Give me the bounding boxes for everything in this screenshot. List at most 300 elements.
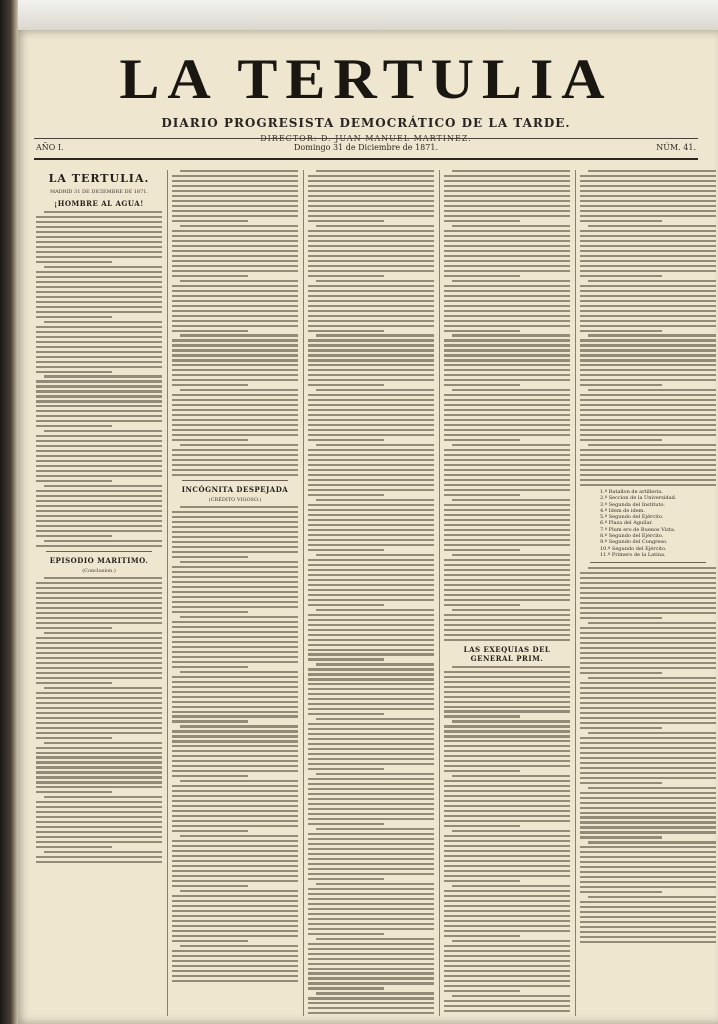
text-line — [172, 245, 298, 247]
text-line — [308, 539, 434, 541]
text-line — [444, 696, 570, 698]
list-item: 3.º Segunda del Instituto. — [600, 501, 665, 508]
page-top-edge — [0, 0, 718, 30]
text-line — [308, 653, 434, 655]
text-line — [308, 763, 434, 765]
divider — [182, 480, 288, 481]
text-line — [308, 918, 434, 920]
text-line — [308, 529, 434, 531]
text-line — [172, 240, 298, 242]
text-line — [172, 541, 298, 543]
text-line — [36, 617, 162, 619]
text-line — [444, 419, 570, 421]
text-line — [580, 399, 716, 401]
text-line — [308, 409, 434, 411]
text-line — [172, 305, 298, 307]
newspaper-page — [14, 30, 718, 1024]
text-line — [580, 856, 716, 858]
column-5 — [580, 170, 716, 1016]
text-line — [36, 326, 162, 328]
article-headline: INCÓGNITA DESPEJADA — [181, 485, 289, 495]
text-line — [452, 444, 570, 446]
text-line — [444, 624, 570, 626]
text-line — [36, 495, 162, 497]
text-line — [444, 414, 570, 416]
text-line — [580, 180, 716, 182]
text-line — [36, 587, 162, 589]
text-line — [444, 604, 520, 606]
text-line — [588, 787, 716, 789]
text-line — [308, 479, 434, 481]
list-item: 9.º Segundo del Congreso. — [600, 539, 668, 546]
text-line — [36, 662, 162, 664]
text-line — [308, 459, 434, 461]
text-line — [308, 723, 434, 725]
text-line — [444, 970, 570, 972]
text-line — [444, 579, 570, 581]
text-line — [36, 707, 162, 709]
list-item: 5.º Segundo del Ejército. — [600, 514, 664, 521]
text-line — [580, 816, 716, 818]
text-line — [588, 280, 716, 282]
text-line — [308, 205, 434, 207]
text-line — [172, 349, 298, 351]
text-line — [444, 569, 570, 571]
text-line — [308, 190, 434, 192]
text-line — [580, 592, 716, 594]
text-line — [36, 371, 112, 373]
text-line — [172, 185, 298, 187]
text-line — [36, 346, 162, 348]
text-line — [172, 250, 298, 252]
text-line — [308, 354, 434, 356]
text-line — [308, 250, 434, 252]
text-line — [580, 707, 716, 709]
text-line — [308, 255, 434, 257]
text-line — [580, 245, 716, 247]
text-line — [444, 890, 570, 892]
list-item: 7.º Plum ero de Buenos Vista. — [600, 526, 676, 533]
text-line — [308, 614, 434, 616]
text-line — [444, 489, 570, 491]
text-line — [444, 805, 570, 807]
text-line — [36, 652, 162, 654]
text-line — [580, 175, 716, 177]
text-line — [36, 776, 162, 778]
text-line — [580, 349, 716, 351]
text-line — [36, 846, 112, 848]
text-line — [452, 830, 570, 832]
text-line — [588, 389, 716, 391]
text-line — [180, 835, 298, 837]
text-line — [580, 587, 716, 589]
text-line — [180, 334, 298, 336]
text-line — [308, 624, 434, 626]
text-line — [172, 344, 298, 346]
text-line — [308, 987, 384, 989]
text-line — [308, 683, 434, 685]
text-line — [444, 589, 570, 591]
text-line — [172, 275, 248, 277]
text-line — [308, 305, 434, 307]
text-line — [172, 755, 298, 757]
text-line — [580, 657, 716, 659]
text-line — [588, 444, 716, 446]
text-line — [36, 385, 162, 387]
text-line — [580, 464, 716, 466]
text-line — [308, 359, 434, 361]
text-line — [308, 240, 434, 242]
text-line — [444, 255, 570, 257]
text-line — [36, 672, 162, 674]
text-line — [316, 334, 434, 336]
text-line — [580, 617, 662, 619]
text-line — [36, 712, 162, 714]
text-line — [308, 997, 434, 999]
text-line — [172, 384, 248, 386]
text-line — [36, 722, 162, 724]
text-line — [308, 693, 434, 695]
text-line — [580, 762, 716, 764]
text-line — [172, 706, 298, 708]
text-line — [308, 599, 434, 601]
text-line — [580, 812, 716, 814]
text-line — [308, 245, 434, 247]
text-line — [172, 300, 298, 302]
text-line — [172, 651, 298, 653]
text-line — [452, 499, 570, 501]
text-line — [44, 577, 162, 579]
masthead-rule — [34, 138, 698, 139]
text-line — [172, 636, 298, 638]
text-line — [308, 594, 434, 596]
text-line — [580, 429, 716, 431]
article-body — [580, 567, 716, 943]
text-line — [308, 235, 434, 237]
text-line — [36, 301, 162, 303]
text-line — [308, 604, 384, 606]
text-line — [36, 697, 162, 699]
text-line — [444, 835, 570, 837]
text-line — [444, 564, 570, 566]
text-line — [580, 339, 716, 341]
text-line — [308, 275, 384, 277]
dateline — [36, 143, 696, 157]
text-line — [36, 251, 162, 253]
text-line — [580, 722, 716, 724]
text-line — [452, 170, 570, 172]
list-item: 10.º Segundo del Ejército. — [600, 545, 667, 552]
text-line — [44, 540, 162, 542]
list-item: 2.º Seccion de la Universidad. — [600, 495, 677, 502]
text-line — [444, 785, 570, 787]
text-line — [36, 677, 162, 679]
text-line — [308, 419, 434, 421]
text-line — [172, 740, 298, 742]
text-line — [308, 584, 434, 586]
text-line — [172, 511, 298, 513]
text-line — [172, 571, 298, 573]
article-body — [580, 170, 716, 486]
text-line — [580, 270, 716, 272]
text-line — [444, 469, 570, 471]
text-line — [308, 808, 434, 810]
text-line — [308, 958, 434, 960]
text-line — [36, 582, 162, 584]
text-line — [444, 429, 570, 431]
text-line — [308, 853, 434, 855]
text-line — [36, 801, 162, 803]
text-line — [308, 424, 434, 426]
text-line — [580, 577, 716, 579]
text-line — [308, 220, 384, 222]
text-line — [308, 484, 434, 486]
text-line — [172, 215, 298, 217]
text-line — [580, 607, 716, 609]
text-line — [452, 666, 570, 668]
text-line — [308, 429, 434, 431]
text-line — [172, 920, 298, 922]
text-line — [308, 619, 434, 621]
text-line — [580, 697, 716, 699]
issue-date: Domingo 31 de Diciembre de 1871. — [294, 143, 438, 152]
text-line — [588, 170, 716, 172]
text-line — [452, 225, 570, 227]
text-line — [172, 459, 298, 461]
text-line — [172, 429, 298, 431]
column-4 — [444, 170, 570, 1016]
text-line — [316, 225, 434, 227]
text-line — [316, 280, 434, 282]
text-line — [172, 785, 298, 787]
text-line — [444, 725, 570, 727]
text-line — [36, 761, 162, 763]
text-line — [308, 569, 434, 571]
text-line — [444, 980, 570, 982]
text-line — [316, 992, 434, 994]
text-line — [444, 676, 570, 678]
text-line — [172, 970, 298, 972]
text-line — [308, 649, 434, 651]
text-line — [36, 276, 162, 278]
text-line — [444, 524, 570, 526]
text-line — [172, 865, 298, 867]
text-line — [580, 449, 716, 451]
text-line — [444, 639, 570, 641]
text-line — [444, 614, 570, 616]
text-line — [172, 975, 298, 977]
text-line — [36, 296, 162, 298]
text-line — [580, 484, 716, 486]
text-line — [444, 330, 520, 332]
text-line — [580, 210, 716, 212]
text-line — [172, 900, 298, 902]
text-line — [308, 668, 434, 670]
text-line — [308, 175, 434, 177]
text-line — [308, 793, 434, 795]
text-line — [172, 419, 298, 421]
text-line — [36, 440, 162, 442]
text-line — [444, 735, 570, 737]
text-line — [580, 767, 716, 769]
text-line — [308, 943, 434, 945]
text-line — [36, 475, 162, 477]
text-line — [172, 424, 298, 426]
text-line — [308, 972, 434, 974]
text-line — [444, 200, 570, 202]
text-line — [36, 545, 162, 547]
article-subheading: (CRÉDITO VIGOSO.) — [208, 497, 262, 504]
article-body — [36, 211, 162, 547]
text-line — [172, 255, 298, 257]
text-line — [580, 772, 716, 774]
text-line — [308, 260, 434, 262]
text-line — [172, 745, 298, 747]
text-line — [44, 211, 162, 213]
text-line — [172, 546, 298, 548]
text-line — [172, 825, 298, 827]
text-line — [444, 920, 570, 922]
text-line — [444, 270, 570, 272]
text-line — [444, 559, 570, 561]
text-line — [308, 315, 434, 317]
text-line — [36, 592, 162, 594]
text-line — [308, 200, 434, 202]
text-line — [580, 941, 716, 943]
text-line — [308, 898, 434, 900]
text-line — [308, 868, 434, 870]
text-line — [172, 285, 298, 287]
article-body — [444, 666, 570, 1012]
text-line — [308, 818, 434, 820]
text-line — [308, 893, 434, 895]
text-line — [444, 325, 570, 327]
text-line — [452, 609, 570, 611]
text-line — [180, 170, 298, 172]
text-line — [452, 334, 570, 336]
text-line — [172, 581, 298, 583]
list-item: 1.º Batallon de artilleria. — [600, 489, 663, 495]
text-line — [444, 215, 570, 217]
text-line — [580, 424, 716, 426]
text-line — [36, 856, 162, 858]
year-label: AÑO I. — [36, 143, 64, 152]
text-line — [580, 295, 716, 297]
text-line — [444, 519, 570, 521]
text-line — [36, 756, 162, 758]
text-line — [36, 480, 112, 482]
text-line — [172, 875, 298, 877]
text-line — [36, 647, 162, 649]
text-line — [172, 815, 298, 817]
masthead — [34, 48, 698, 143]
text-line — [308, 678, 434, 680]
text-line — [444, 384, 520, 386]
text-line — [444, 379, 570, 381]
text-line — [180, 444, 298, 446]
article-body — [172, 506, 298, 982]
text-line — [444, 810, 570, 812]
text-line — [580, 702, 716, 704]
text-line — [580, 325, 716, 327]
feature-title: EPISODIO MARITIMO. — [49, 556, 149, 566]
text-line — [172, 860, 298, 862]
text-line — [308, 963, 434, 965]
article-headline: LAS EXEQUIAS DEL GENERAL PRIM. — [463, 644, 551, 663]
text-line — [308, 439, 384, 441]
text-line — [444, 449, 570, 451]
text-line — [580, 747, 716, 749]
text-line — [444, 404, 570, 406]
text-line — [444, 424, 570, 426]
text-line — [172, 715, 298, 717]
text-line — [580, 672, 662, 674]
text-line — [172, 810, 298, 812]
text-line — [308, 449, 434, 451]
text-line — [444, 534, 570, 536]
text-line — [172, 925, 298, 927]
text-line — [172, 531, 298, 533]
column-dateline: MADRID 31 DE DICIEMBRE DE 1871. — [49, 189, 149, 195]
text-line — [36, 351, 162, 353]
text-line — [180, 389, 298, 391]
text-line — [180, 616, 298, 618]
text-line — [580, 300, 716, 302]
text-line — [308, 644, 434, 646]
text-line — [580, 404, 716, 406]
text-line — [580, 434, 716, 436]
book-spine — [0, 0, 18, 1024]
text-line — [172, 566, 298, 568]
text-line — [308, 185, 434, 187]
column-1 — [36, 170, 162, 1016]
text-line — [36, 597, 162, 599]
text-line — [172, 364, 298, 366]
text-line — [308, 339, 434, 341]
text-line — [308, 738, 434, 740]
text-line — [580, 195, 716, 197]
text-line — [452, 940, 570, 942]
text-line — [444, 230, 570, 232]
text-line — [36, 455, 162, 457]
text-line — [580, 414, 716, 416]
text-line — [308, 574, 434, 576]
text-line — [580, 364, 716, 366]
text-line — [444, 369, 570, 371]
list-item: 6.º Plaza del Aguilar. — [600, 520, 653, 527]
text-line — [180, 225, 298, 227]
text-line — [44, 485, 162, 487]
text-line — [172, 701, 298, 703]
text-line — [172, 394, 298, 396]
text-line — [580, 866, 716, 868]
text-line — [444, 250, 570, 252]
text-line — [36, 752, 162, 754]
text-line — [36, 236, 162, 238]
text-line — [444, 730, 570, 732]
text-line — [444, 671, 570, 673]
text-line — [308, 708, 434, 710]
text-line — [308, 768, 384, 770]
text-line — [316, 444, 434, 446]
text-line — [172, 576, 298, 578]
text-line — [444, 845, 570, 847]
text-line — [172, 621, 298, 623]
text-line — [444, 840, 570, 842]
text-line — [444, 975, 570, 977]
text-line — [36, 667, 162, 669]
feature-subtitle: (Conclusion.) — [82, 568, 116, 575]
